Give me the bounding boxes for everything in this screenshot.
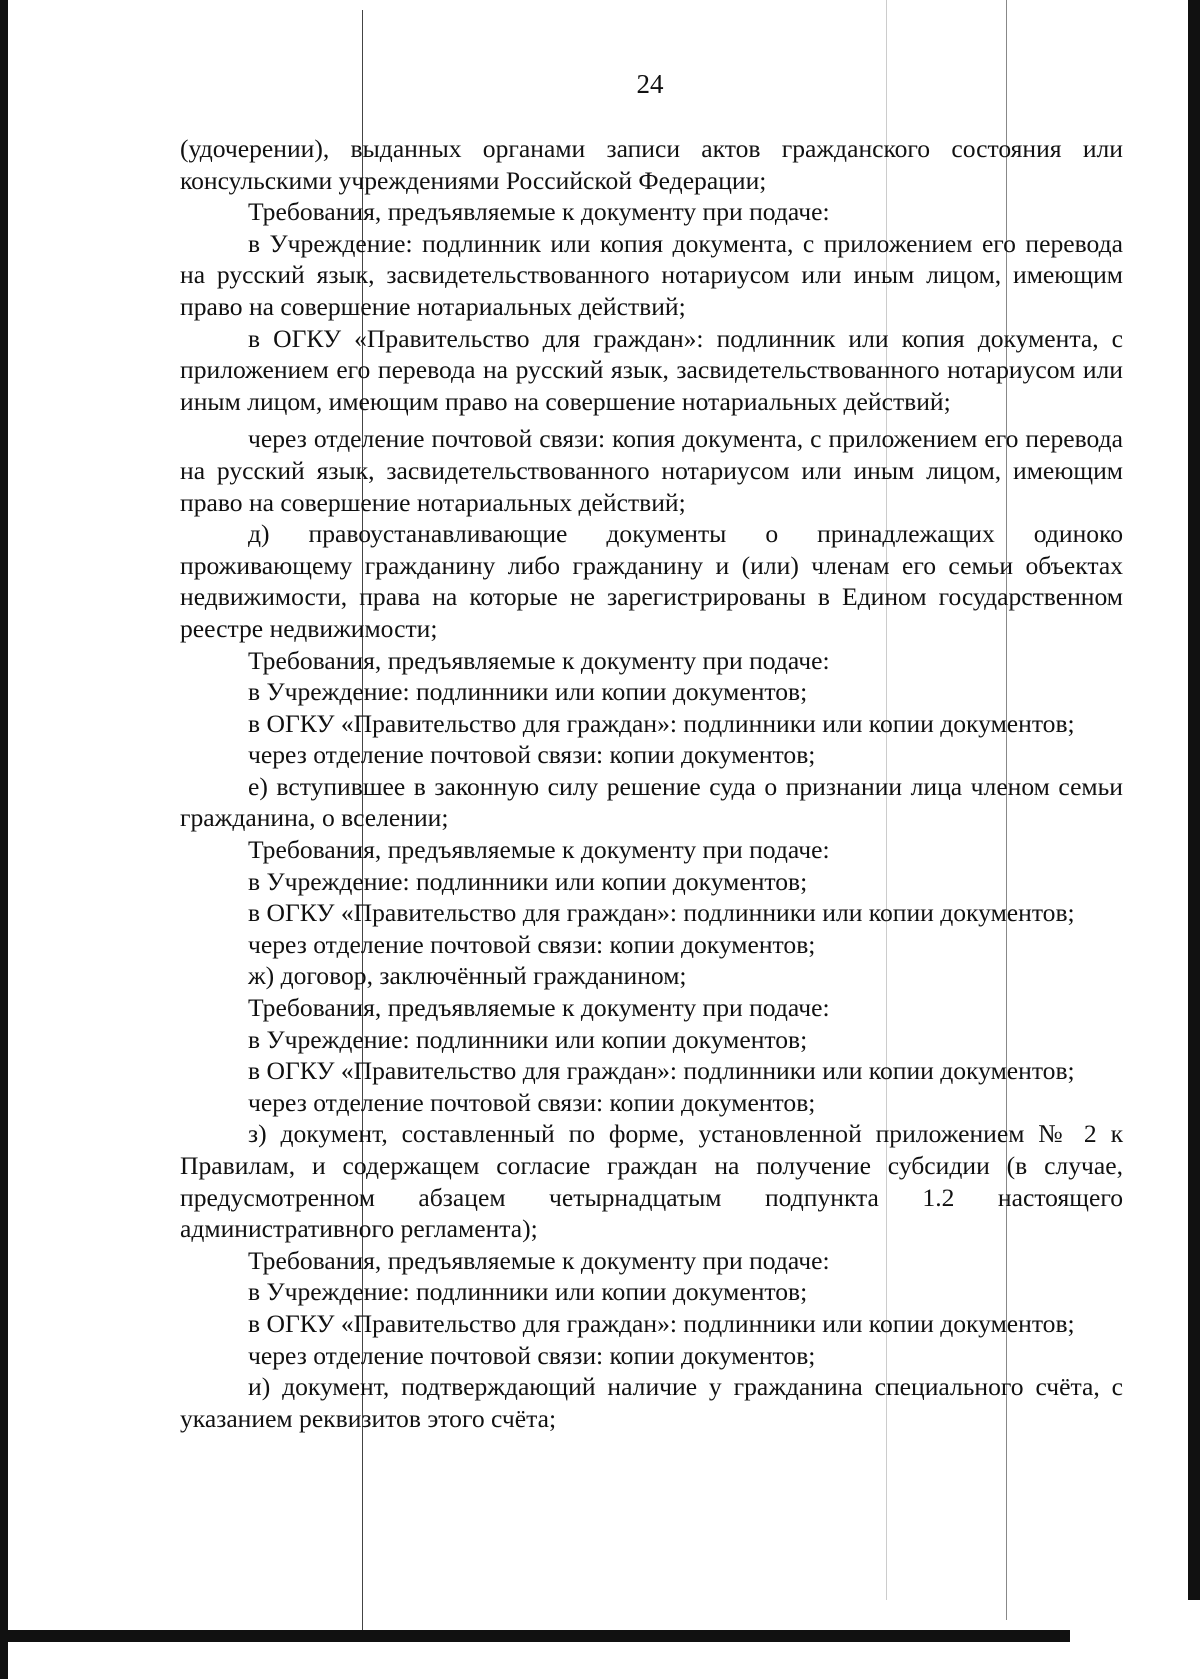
paragraph: и) документ, подтверждающий наличие у гражданина специального счёта, с указанием реквизитов этого счёта; xyxy=(180,1372,1123,1433)
paragraph: в Учреждение: подлинники или копии документов; xyxy=(248,1277,808,1307)
paragraph: через отделение почтовой связи: копия документа, с приложением его перевода на русский язык, засвидетельствованного нотариусом или иным лицом, имеющим право на совершение нотариальных действий; xyxy=(180,424,1123,517)
page-number: 24 xyxy=(636,69,664,99)
paragraph: в Учреждение: подлинники или копии документов; xyxy=(248,1024,808,1054)
paragraph: Требования, предъявляемые к документу при подаче: xyxy=(248,835,830,865)
document-body xyxy=(180,133,1123,1434)
paragraph: з) документ, составленный по форме, установленной приложением № 2 к Правилам, и содержащем согласие граждан на получение субсидии (в случае, предусмотренном абзацем четырнадцатым подпункта 1.2 настоящего административного регламента); xyxy=(180,1119,1123,1244)
paragraph: в ОГКУ «Правительство для граждан»: подлинники или копии документов; xyxy=(248,1308,1075,1338)
paragraph: через отделение почтовой связи: копии документов; xyxy=(248,1340,816,1370)
scan-edge-bottom xyxy=(0,1630,1070,1642)
paragraph: Требования, предъявляемые к документу при подаче: xyxy=(248,197,830,227)
paragraph: ж) договор, заключённый гражданином; xyxy=(248,961,687,991)
paragraph: в ОГКУ «Правительство для граждан»: подлинники или копии документов; xyxy=(248,1056,1075,1086)
scan-edge-right xyxy=(1188,0,1200,1600)
paragraph: в ОГКУ «Правительство для граждан»: подлинники или копии документов; xyxy=(248,898,1075,928)
paragraph: е) вступившее в законную силу решение суда о признании лица членом семьи гражданина, о вселении; xyxy=(180,771,1123,833)
paragraph: (удочерении), выданных органами записи актов гражданского состояния или консульскими учреждениями Российской Федерации; xyxy=(180,134,1123,195)
paragraph: в ОГКУ «Правительство для граждан»: подлинники или копии документов; xyxy=(248,708,1075,738)
scan-edge-left xyxy=(0,0,8,1679)
paragraph: через отделение почтовой связи: копии документов; xyxy=(248,740,816,770)
paragraph: д) правоустанавливающие документы о принадлежащих одиноко проживающему гражданину либо гражданину и (или) членам его семьи объектах недвижимости, права на которые не зарегистрированы в Едином государственном реестре недвижимости; xyxy=(180,519,1123,643)
paragraph: Требования, предъявляемые к документу при подаче: xyxy=(248,1245,830,1275)
paragraph: через отделение почтовой связи: копии документов; xyxy=(248,929,816,959)
paragraph: через отделение почтовой связи: копии документов; xyxy=(248,1087,816,1117)
paragraph: Требования, предъявляемые к документу при подаче: xyxy=(248,993,830,1023)
paragraph: в Учреждение: подлинники или копии документов; xyxy=(248,866,808,896)
paragraph: Требования, предъявляемые к документу при подаче: xyxy=(248,645,830,675)
paragraph: в Учреждение: подлинники или копии документов; xyxy=(248,677,808,707)
paragraph: в ОГКУ «Правительство для граждан»: подлинник или копия документа, с приложением его перевода на русский язык, засвидетельствованного нотариусом или иным лицом, имеющим право на совершение нотариальных действий; xyxy=(180,323,1123,416)
paragraph: в Учреждение: подлинник или копия документа, с приложением его перевода на русский язык, засвидетельствованного нотариусом или иным лицом, имеющим право на совершение нотариальных действий; xyxy=(180,228,1123,321)
